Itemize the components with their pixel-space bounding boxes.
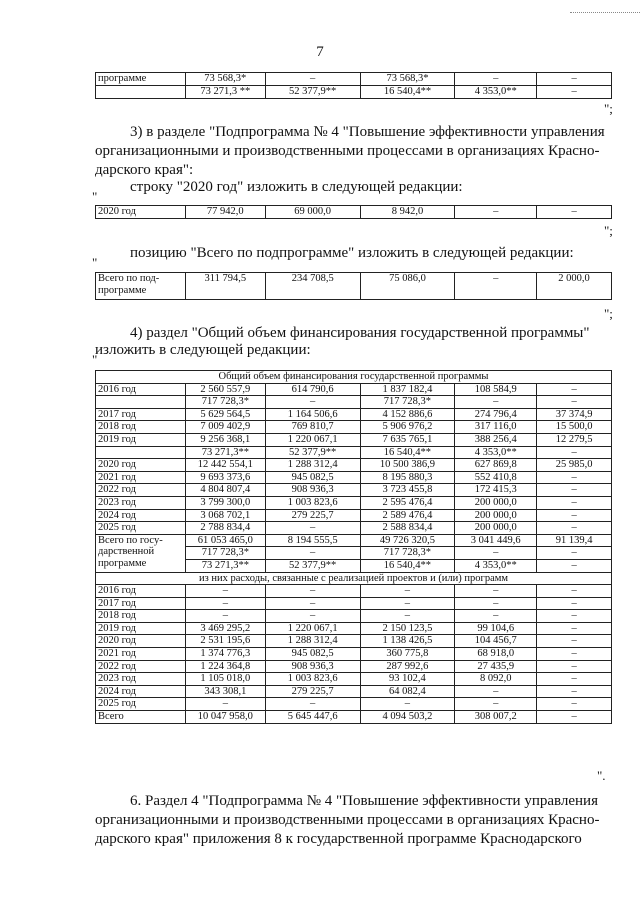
table-cell: –	[360, 698, 455, 711]
table-row	[96, 206, 612, 219]
table-cell: –	[455, 73, 537, 86]
table-cell: 3 799 300,0	[185, 496, 265, 509]
table-cell: 77 942,0	[185, 206, 265, 219]
table-cell: 7 635 765,1	[360, 433, 455, 446]
table-cell: –	[537, 610, 612, 623]
table-row	[96, 273, 612, 300]
table-cell: –	[455, 206, 537, 219]
table-cell: 1 224 364,8	[185, 660, 265, 673]
table-row	[96, 509, 612, 522]
table-cell: 343 308,1	[185, 685, 265, 698]
table-cell: 614 790,6	[265, 383, 360, 396]
table-cell: 16 540,4**	[360, 446, 455, 459]
table-cell: 4 094 503,2	[360, 711, 455, 724]
table-cell: –	[265, 73, 360, 86]
row-label: 2022 год	[96, 660, 186, 673]
para3-position: позицию "Всего по подпрограмме" изложить в следующей редакции:	[130, 245, 574, 261]
table-cell: –	[265, 522, 360, 535]
table-cell: 279 225,7	[265, 509, 360, 522]
table-row	[96, 711, 612, 724]
table-cell: 73 271,3**	[185, 446, 265, 459]
row-label: программе	[96, 73, 186, 86]
table-row	[96, 421, 612, 434]
table-cell: 945 082,5	[265, 648, 360, 661]
table-row-2020	[95, 205, 612, 219]
page-number: 7	[316, 44, 324, 60]
table-row	[96, 597, 612, 610]
table-cell: 64 082,4	[360, 685, 455, 698]
table-cell: 61 053 465,0	[185, 534, 265, 547]
table-cell: 10 500 386,9	[360, 459, 455, 472]
row-label: 2024 год	[96, 685, 186, 698]
table-cell: –	[537, 86, 612, 99]
table-row	[96, 522, 612, 535]
table-cell: 360 775,8	[360, 648, 455, 661]
table-cell: 908 936,3	[265, 660, 360, 673]
table-cell: 2 150 123,5	[360, 622, 455, 635]
table-row-total	[95, 272, 612, 300]
quote-close-b: ";	[604, 223, 613, 238]
table-cell: –	[537, 496, 612, 509]
table-row	[96, 635, 612, 648]
table-row	[96, 585, 612, 598]
table-row	[96, 496, 612, 509]
para6-line1: 6. Раздел 4 "Подпрограмма № 4 "Повышение эффективности управления	[130, 793, 598, 809]
table-cell: 12 279,5	[537, 433, 612, 446]
table-cell: 16 540,4**	[360, 86, 455, 99]
table-cell: 91 139,4	[537, 534, 612, 547]
table-cell: –	[537, 597, 612, 610]
row-label: 2021 год	[96, 648, 186, 661]
table-cell: –	[537, 622, 612, 635]
table-cell: –	[537, 660, 612, 673]
table-row	[96, 433, 612, 446]
table-cell: 1 164 506,6	[265, 408, 360, 421]
table-cell: –	[185, 597, 265, 610]
section-header-row	[96, 371, 612, 384]
table-cell: 3 041 449,6	[455, 534, 537, 547]
row-label: 2022 год	[96, 484, 186, 497]
table-cell: 12 442 554,1	[185, 459, 265, 472]
table-cell: 8 942,0	[360, 206, 455, 219]
quote-close-a: ";	[604, 101, 613, 116]
para3-line2: организационными и производственными процессами в организациях Красно-	[95, 143, 600, 159]
table-row	[96, 471, 612, 484]
table-cell: 317 116,0	[455, 421, 537, 434]
row-label: 2023 год	[96, 673, 186, 686]
table-cell: 1 003 823,6	[265, 496, 360, 509]
table-cell: –	[537, 509, 612, 522]
table-row	[96, 484, 612, 497]
table-cell: 104 456,7	[455, 635, 537, 648]
table-cell: 16 540,4**	[360, 559, 455, 572]
para4-line2: изложить в следующей редакции:	[95, 342, 311, 358]
table-row	[96, 86, 612, 99]
row-label: Всего по госу- дарственной программе	[96, 534, 186, 572]
table-cell: 1 288 312,4	[265, 459, 360, 472]
table-cell: 8 195 880,3	[360, 471, 455, 484]
table-cell: 1 288 312,4	[265, 635, 360, 648]
scan-corner-mark	[570, 12, 640, 13]
table-cell: –	[455, 685, 537, 698]
table-cell: 3 469 295,2	[185, 622, 265, 635]
row-label	[96, 396, 186, 409]
table-cell: 69 000,0	[265, 206, 360, 219]
row-label: 2017 год	[96, 597, 186, 610]
table-row	[96, 648, 612, 661]
table-cell: 717 728,3*	[185, 396, 265, 409]
table-cell: 1 138 426,5	[360, 635, 455, 648]
table-cell: 2 000,0	[537, 273, 612, 300]
table-cell: –	[455, 585, 537, 598]
row-label: 2020 год	[96, 206, 186, 219]
quote-open-d: "	[92, 352, 98, 367]
row-label: Всего	[96, 711, 186, 724]
table-cell: –	[537, 685, 612, 698]
table-cell: 4 152 886,6	[360, 408, 455, 421]
table-cell: –	[537, 711, 612, 724]
row-label: 2018 год	[96, 610, 186, 623]
table-cell: 717 728,3*	[360, 547, 455, 560]
table-cell: 200 000,0	[455, 496, 537, 509]
table-cell: –	[537, 446, 612, 459]
table-cell: 1 374 776,3	[185, 648, 265, 661]
financing-table	[95, 370, 612, 724]
table-cell: 4 353,0**	[455, 446, 537, 459]
row-label: 2017 год	[96, 408, 186, 421]
row-label: 2016 год	[96, 585, 186, 598]
table-cell: 8 092,0	[455, 673, 537, 686]
para3-line1: 3) в разделе "Подпрограмма № 4 "Повышение эффективности управления	[130, 124, 605, 140]
table-cell: 274 796,4	[455, 408, 537, 421]
table-cell: 27 435,9	[455, 660, 537, 673]
table-cell: 234 708,5	[265, 273, 360, 300]
table-cell: 5 906 976,2	[360, 421, 455, 434]
table-cell: 73 271,3**	[185, 559, 265, 572]
row-label	[96, 86, 186, 99]
table-cell: 717 728,3*	[185, 547, 265, 560]
table-cell: 7 009 402,9	[185, 421, 265, 434]
table-cell: –	[537, 585, 612, 598]
table-cell: 4 353,0**	[455, 559, 537, 572]
para4-line1: 4) раздел "Общий объем финансирования государственной программы"	[130, 325, 590, 341]
table-cell: 25 985,0	[537, 459, 612, 472]
table-cell: 172 415,3	[455, 484, 537, 497]
table-cell: 287 992,6	[360, 660, 455, 673]
table-cell: 4 804 807,4	[185, 484, 265, 497]
table-cell: –	[265, 396, 360, 409]
table-cell: 68 918,0	[455, 648, 537, 661]
para6-line3: дарского края" приложения 8 к государственной программе Краснодарского	[95, 831, 582, 847]
table-row	[96, 622, 612, 635]
quote-open-b: "	[92, 189, 98, 204]
table-cell: 73 568,3*	[185, 73, 265, 86]
table-cell: 8 194 555,5	[265, 534, 360, 547]
table-cell: –	[537, 635, 612, 648]
quote-close-c: ";	[604, 306, 613, 321]
table-cell: 5 629 564,5	[185, 408, 265, 421]
table-cell: 908 936,3	[265, 484, 360, 497]
row-label: 2025 год	[96, 698, 186, 711]
table-row	[96, 383, 612, 396]
table-cell: 52 377,9**	[265, 559, 360, 572]
table-cell: –	[537, 648, 612, 661]
section-header-row	[96, 572, 612, 585]
table-cell: 108 584,9	[455, 383, 537, 396]
table-cell: 1 220 067,1	[265, 622, 360, 635]
table-cell: 2 788 834,4	[185, 522, 265, 535]
table-cell: 311 794,5	[185, 273, 265, 300]
table-cell: 9 693 373,6	[185, 471, 265, 484]
table-cell: 52 377,9**	[265, 446, 360, 459]
table-cell: 15 500,0	[537, 421, 612, 434]
table-cell: –	[455, 273, 537, 300]
table-cell: –	[537, 673, 612, 686]
table-continuation	[95, 72, 612, 99]
table-cell: 93 102,4	[360, 673, 455, 686]
row-label: 2019 год	[96, 433, 186, 446]
table-cell: 1 003 823,6	[265, 673, 360, 686]
table-cell: 552 410,8	[455, 471, 537, 484]
table-cell: –	[537, 484, 612, 497]
table-cell: 4 353,0**	[455, 86, 537, 99]
table-cell: 3 068 702,1	[185, 509, 265, 522]
para3-instruction: строку "2020 год" изложить в следующей редакции:	[130, 179, 463, 195]
table-cell: –	[537, 383, 612, 396]
table-cell: 388 256,4	[455, 433, 537, 446]
table-cell: –	[455, 597, 537, 610]
table-cell: 9 256 368,1	[185, 433, 265, 446]
table-cell: 200 000,0	[455, 522, 537, 535]
table-cell: 279 225,7	[265, 685, 360, 698]
table-cell: 52 377,9**	[265, 86, 360, 99]
table-row	[96, 396, 612, 409]
table-cell: –	[265, 585, 360, 598]
table-row	[96, 660, 612, 673]
row-label: 2023 год	[96, 496, 186, 509]
table-cell: 2 589 476,4	[360, 509, 455, 522]
table-row	[96, 408, 612, 421]
table-cell: –	[537, 471, 612, 484]
table-cell: –	[185, 610, 265, 623]
table-cell: 769 810,7	[265, 421, 360, 434]
row-label: 2016 год	[96, 383, 186, 396]
table-cell: –	[360, 610, 455, 623]
table-row	[96, 534, 612, 547]
row-label: Всего по под- программе	[96, 273, 186, 300]
table-cell: 1 220 067,1	[265, 433, 360, 446]
row-label: 2018 год	[96, 421, 186, 434]
para3-line3: дарского края":	[95, 162, 194, 178]
table-cell: 1 837 182,4	[360, 383, 455, 396]
table-cell: 37 374,9	[537, 408, 612, 421]
table-cell: 627 869,8	[455, 459, 537, 472]
table-cell: –	[537, 396, 612, 409]
table-cell: –	[455, 547, 537, 560]
table-row	[96, 685, 612, 698]
table-cell: 10 047 958,0	[185, 711, 265, 724]
table-row	[96, 459, 612, 472]
quote-open-c: "	[92, 255, 98, 270]
table-cell: 2 595 476,4	[360, 496, 455, 509]
row-label: 2020 год	[96, 459, 186, 472]
table-cell: –	[537, 559, 612, 572]
table-cell: 200 000,0	[455, 509, 537, 522]
table-cell: –	[537, 698, 612, 711]
table-row	[96, 698, 612, 711]
table-cell: 1 105 018,0	[185, 673, 265, 686]
table-cell: –	[537, 522, 612, 535]
table-row	[96, 446, 612, 459]
table-cell: 945 082,5	[265, 471, 360, 484]
table-cell: 5 645 447,6	[265, 711, 360, 724]
table-cell: 717 728,3*	[360, 396, 455, 409]
table-cell: –	[455, 610, 537, 623]
table-row	[96, 73, 612, 86]
row-label: 2024 год	[96, 509, 186, 522]
table-cell: –	[265, 698, 360, 711]
table-cell: –	[360, 585, 455, 598]
table-cell: –	[537, 73, 612, 86]
table-cell: –	[265, 597, 360, 610]
quote-close-d: ".	[597, 768, 606, 783]
table-cell: 49 726 320,5	[360, 534, 455, 547]
table-cell: 75 086,0	[360, 273, 455, 300]
table-cell: –	[185, 585, 265, 598]
table-cell: 2 531 195,6	[185, 635, 265, 648]
table-cell: 308 007,2	[455, 711, 537, 724]
table-cell: –	[537, 206, 612, 219]
table-cell: –	[455, 396, 537, 409]
row-label	[96, 446, 186, 459]
table-cell: –	[185, 698, 265, 711]
row-label: 2025 год	[96, 522, 186, 535]
table-cell: –	[265, 610, 360, 623]
table-cell: –	[360, 597, 455, 610]
table-cell: 73 568,3*	[360, 73, 455, 86]
table-cell: 99 104,6	[455, 622, 537, 635]
row-label: 2020 год	[96, 635, 186, 648]
section-header: Общий объем финансирования государственной программы	[96, 371, 612, 384]
section-header: из них расходы, связанные с реализацией проектов и (или) программ	[96, 572, 612, 585]
table-row	[96, 673, 612, 686]
table-cell: –	[537, 547, 612, 560]
para6-line2: организационными и производственными процессами в организациях Красно-	[95, 812, 600, 828]
table-cell: 73 271,3 **	[185, 86, 265, 99]
row-label: 2021 год	[96, 471, 186, 484]
table-cell: 2 588 834,4	[360, 522, 455, 535]
row-label: 2019 год	[96, 622, 186, 635]
table-row	[96, 610, 612, 623]
table-cell: –	[455, 698, 537, 711]
table-cell: 3 723 455,8	[360, 484, 455, 497]
table-cell: 2 560 557,9	[185, 383, 265, 396]
table-cell: –	[265, 547, 360, 560]
